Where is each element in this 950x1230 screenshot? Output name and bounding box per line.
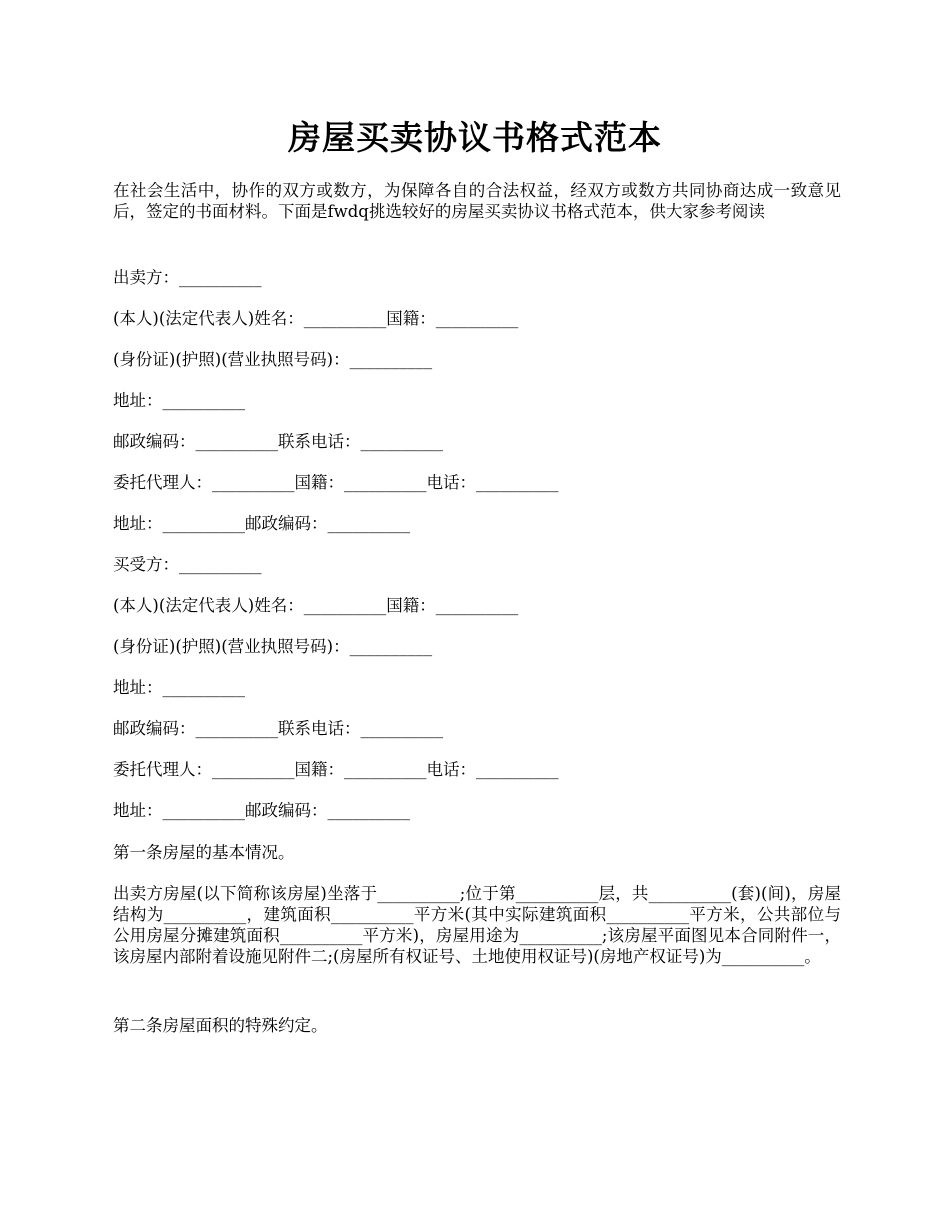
buyer-postal-line: 邮政编码：__________联系电话：__________ [113,719,443,738]
buyer-name-line: (本人)(法定代表人)姓名：__________国籍：__________ [113,596,519,615]
seller-name-line: (本人)(法定代表人)姓名：__________国籍：__________ [113,309,519,328]
buyer-address-line: 地址：__________ [113,678,245,697]
buyer-heading: 买受方：__________ [113,555,262,574]
buyer-id-line: (身份证)(护照)(营业执照号码)：__________ [113,637,433,656]
seller-address-line: 地址：__________ [113,391,245,410]
seller-postal-line: 邮政编码：__________联系电话：__________ [113,432,443,451]
document-title: 房屋买卖协议书格式范本 [288,118,662,157]
seller-heading: 出卖方：__________ [113,268,262,287]
buyer-agent-address-line: 地址：__________邮政编码：__________ [113,801,410,820]
article-2-heading: 第二条房屋面积的特殊约定。 [113,1016,328,1035]
intro-paragraph: 在社会生活中，协作的双方或数方，为保障各自的合法权益，经双方或数方共同协商达成一致意见后，签定的书面材料。下面是fwdq挑选较好的房屋买卖协议书格式范本，供大家参考阅读 [113,181,841,221]
seller-id-line: (身份证)(护照)(营业执照号码)：__________ [113,350,433,369]
seller-agent-address-line: 地址：__________邮政编码：__________ [113,514,410,533]
article-1-heading: 第一条房屋的基本情况。 [113,843,295,862]
seller-agent-line: 委托代理人：__________国籍：__________电话：__________ [113,473,559,492]
buyer-agent-line: 委托代理人：__________国籍：__________电话：__________ [113,760,559,779]
article-1-body: 出卖方房屋(以下简称该房屋)坐落于__________;位于第__________层，共__________(套)(间)，房屋结构为__________，建筑面积__________平方米(其中实际建筑面积__________平方米，公共部位与公用房屋分摊建筑面积__________平方米)，房屋用途为__________;该房屋平面图见本合同附件一，该房屋内部附着设施见附件二;(房屋所有权证号、土地使用权证号)(房地产权证号)为__________。 [113,884,841,966]
